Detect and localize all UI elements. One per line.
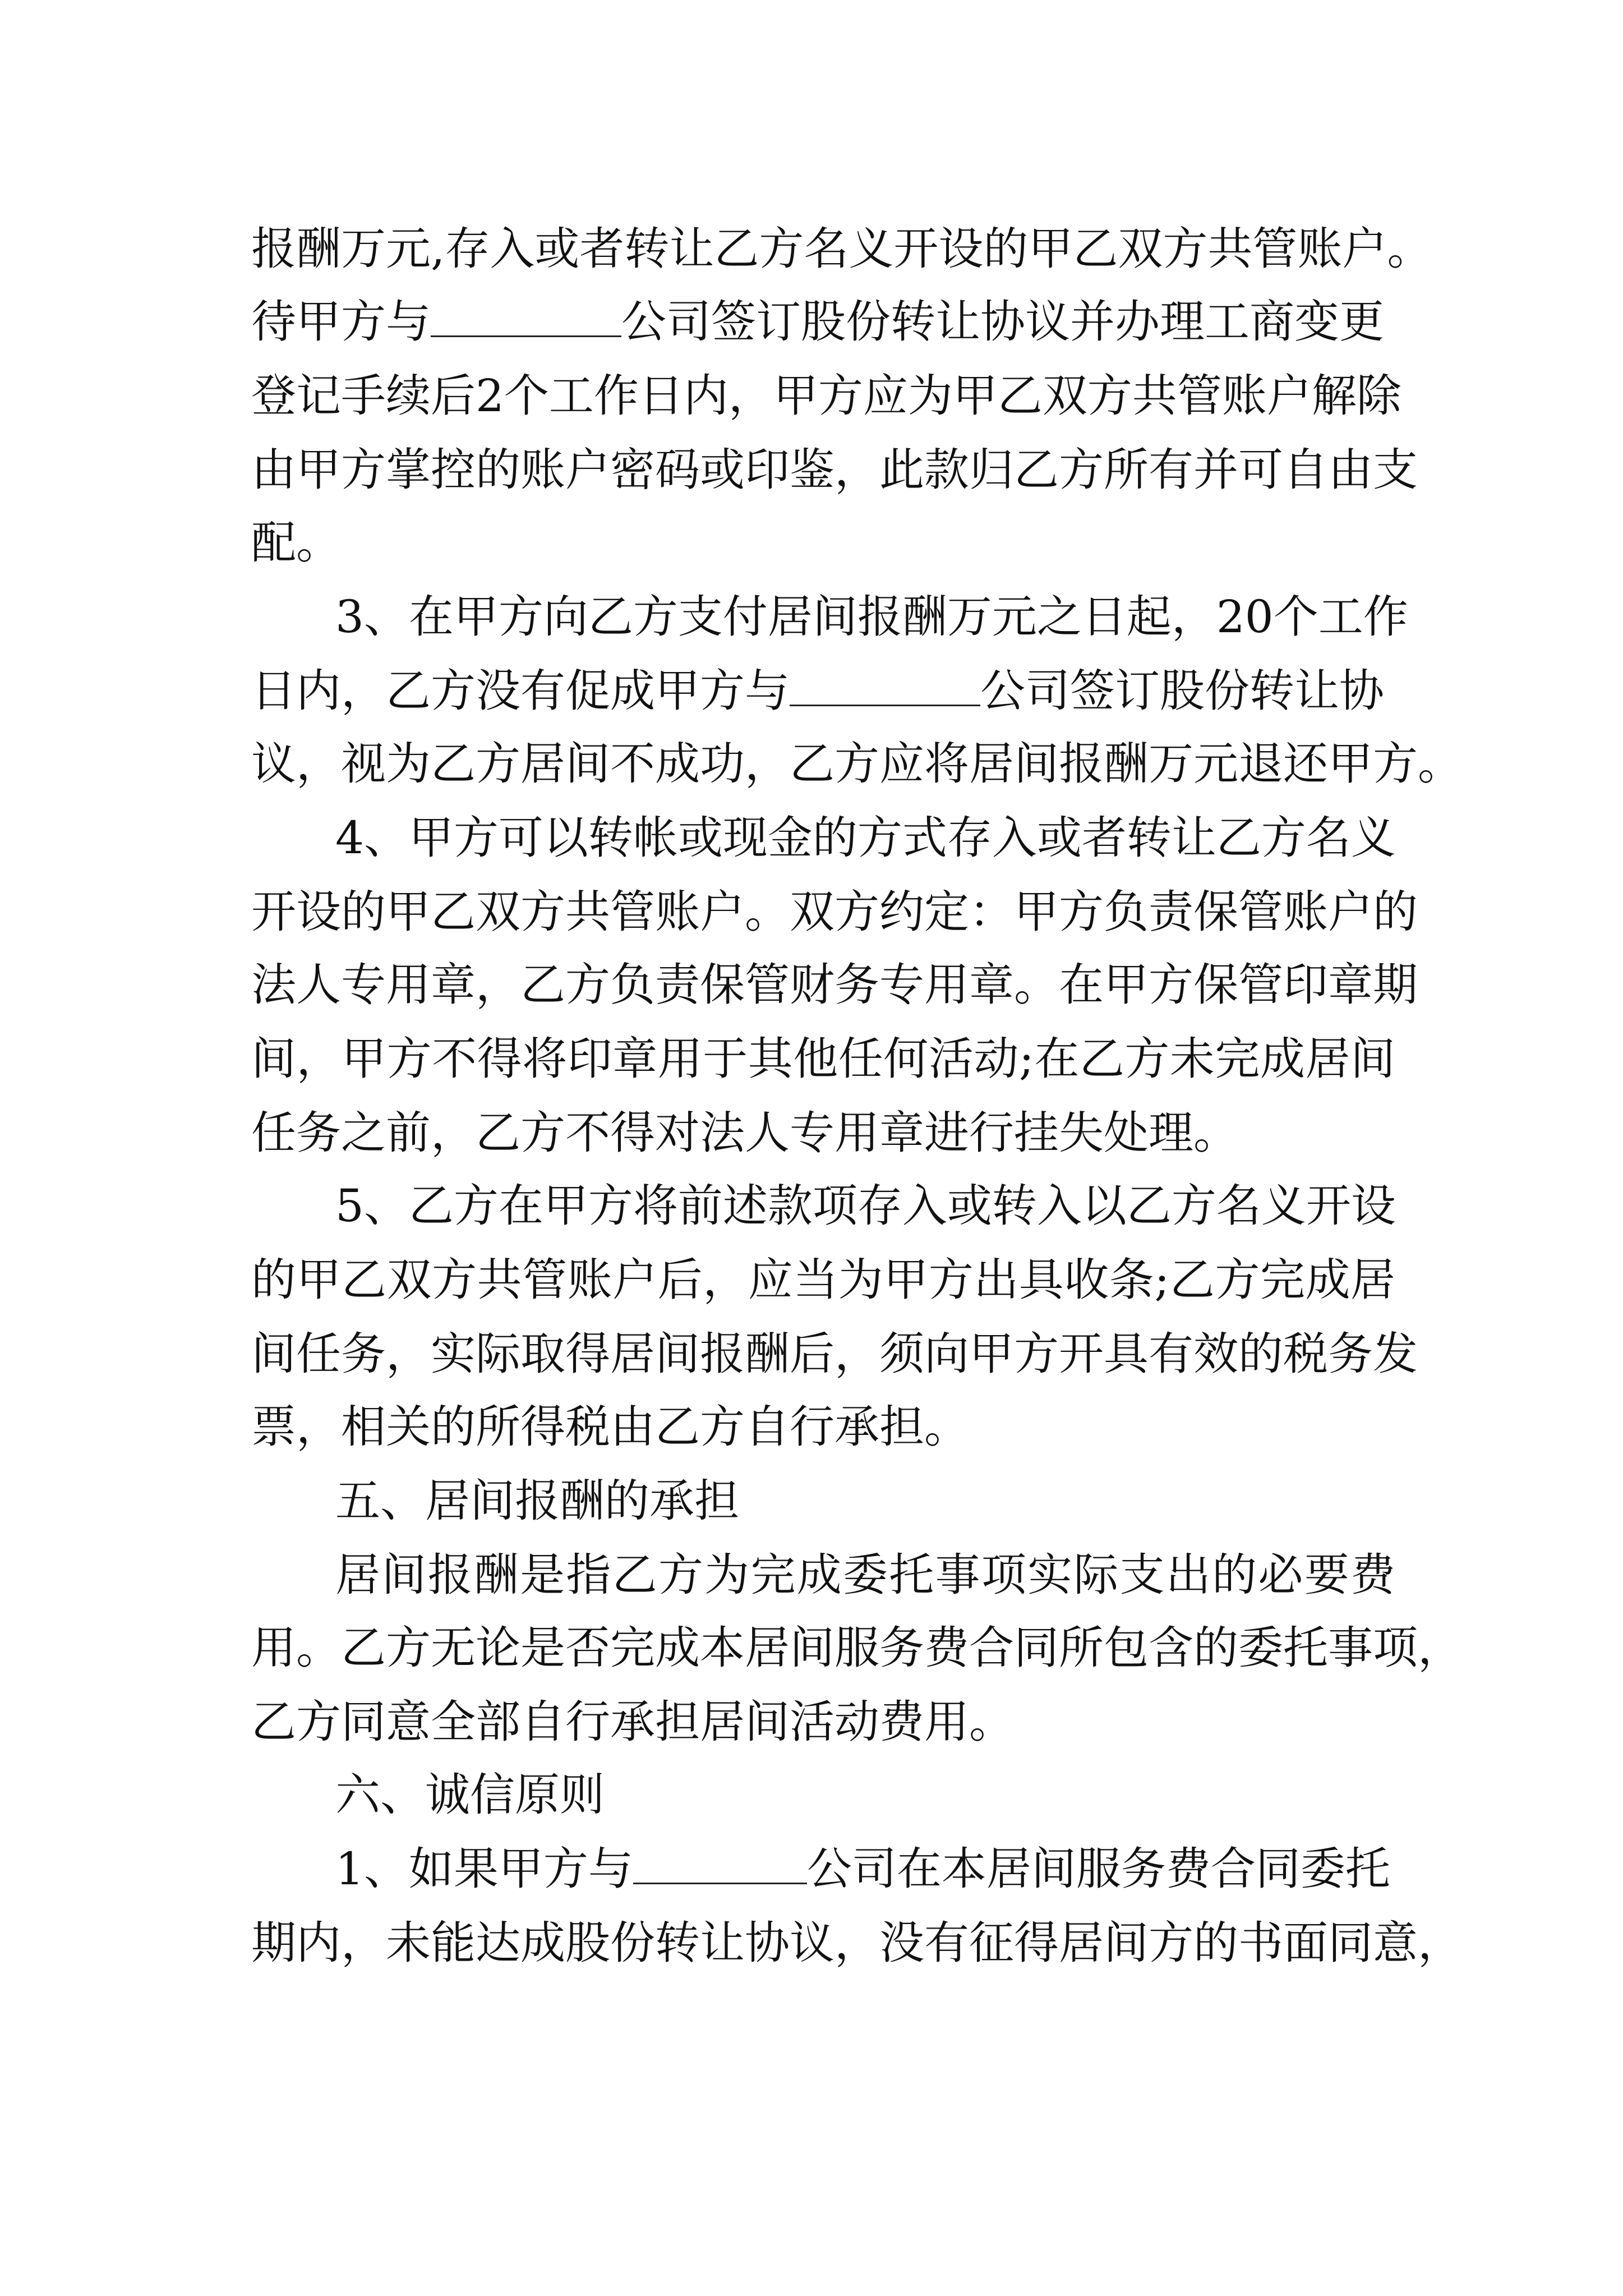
line-text: 公司在本居间服务费合同委托 [806, 1843, 1390, 1895]
fill-in-blank [633, 1843, 807, 1884]
paragraph-line [335, 588, 1408, 646]
line-text: 期内，未能达成股份转让协议，没有征得居间方的书面同意， [251, 1917, 1463, 1969]
fill-in-blank [790, 665, 980, 706]
paragraph-line [251, 367, 1401, 425]
paragraph-line [251, 1251, 1395, 1309]
paragraph-line [335, 1546, 1395, 1604]
line-text: 间，甲方不得将印章用于其他任何活动;在乙方未完成居间 [251, 1033, 1395, 1085]
paragraph-line [335, 1177, 1395, 1235]
line-text: 报酬万元,存入或者转让乙方名义开设的甲乙双方共管账户。 [251, 223, 1432, 275]
line-text: 日内，乙方没有促成甲方与 [251, 665, 790, 717]
paragraph-line [251, 1325, 1418, 1383]
paragraph-line [251, 1398, 1395, 1456]
paragraph-line [251, 1619, 1463, 1677]
heading-text: 五、居间报酬的承担 [335, 1475, 739, 1527]
paragraph-line [251, 293, 1395, 351]
paragraph-line [251, 441, 1418, 499]
paragraph-line [335, 809, 1395, 867]
line-text: 法人专用章，乙方负责保管财务专用章。在甲方保管印章期 [251, 959, 1418, 1011]
paragraph-line [251, 1693, 1395, 1751]
line-text: 乙方同意全部自行承担居间活动费用。 [251, 1696, 1014, 1748]
line-text: 4、甲方可以转帐或现金的方式存入或者转让乙方名义 [335, 812, 1396, 864]
line-text: 开设的甲乙双方共管账户。双方约定：甲方负责保管账户的 [251, 886, 1418, 938]
paragraph-line [251, 956, 1418, 1014]
paragraph-line [251, 220, 1432, 278]
section-heading [335, 1766, 1395, 1824]
line-text: 公司签订股份转让协议并办理工商变更 [621, 296, 1384, 348]
paragraph-line [251, 883, 1418, 941]
line-text: 3、在甲方向乙方支付居间报酬万元之日起，20个工作 [335, 591, 1408, 643]
line-text: 5、乙方在甲方将前述款项存入或转入以乙方名义开设 [335, 1180, 1396, 1232]
line-text: 公司签订股份转让协 [980, 665, 1384, 717]
line-text: 议，视为乙方居间不成功，乙方应将居间报酬万元退还甲方。 [251, 738, 1463, 790]
heading-text: 六、诚信原则 [335, 1769, 605, 1821]
line-text: 1、如果甲方与 [335, 1843, 633, 1895]
line-text: 由甲方掌控的账户密码或印鉴，此款归乙方所有并可自由支 [251, 444, 1418, 496]
section-heading [335, 1472, 1395, 1530]
line-text: 的甲乙双方共管账户后，应当为甲方出具收条;乙方完成居 [251, 1254, 1395, 1306]
line-text: 用。乙方无论是否完成本居间服务费合同所包含的委托事项， [251, 1622, 1463, 1674]
line-text: 待甲方与 [251, 296, 431, 348]
paragraph-line [251, 1104, 1395, 1162]
paragraph-line [251, 735, 1463, 793]
line-text: 任务之前，乙方不得对法人专用章进行挂失处理。 [251, 1107, 1238, 1159]
paragraph-line [251, 1914, 1463, 1972]
line-text: 登记手续后2个工作日内，甲方应为甲乙双方共管账户解除 [251, 370, 1401, 422]
line-text: 票，相关的所得税由乙方自行承担。 [251, 1401, 969, 1453]
paragraph-line [251, 1030, 1395, 1088]
line-text: 配。 [251, 517, 341, 569]
paragraph-line [251, 514, 1395, 572]
paragraph-line [335, 1840, 1395, 1898]
fill-in-blank [431, 296, 621, 337]
line-text: 居间报酬是指乙方为完成委托事项实际支出的必要费 [335, 1549, 1395, 1601]
line-text: 间任务，实际取得居间报酬后，须向甲方开具有效的税务发 [251, 1328, 1418, 1380]
paragraph-line [251, 662, 1395, 720]
